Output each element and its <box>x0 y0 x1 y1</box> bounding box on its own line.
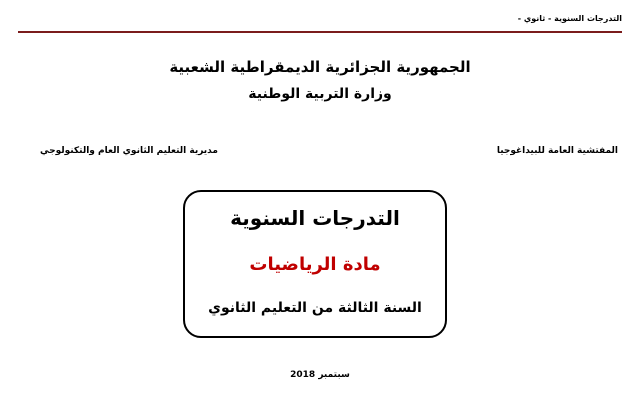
school-level: السنة الثالثة من التعليم الثانوي <box>208 300 422 316</box>
publication-date: سبتمبر 2018 <box>290 370 350 380</box>
inspectorate-name: المفتشية العامة للبيداغوجيا <box>496 146 618 156</box>
document-title: التدرجات السنوية <box>230 206 400 230</box>
title-box <box>183 190 447 338</box>
header-rule <box>18 31 622 33</box>
ministry-name: وزارة التربية الوطنية <box>248 86 392 102</box>
directorate-name: مديرية التعليم الثانوي العام والتكنولوجي <box>40 146 218 156</box>
republic-name: الجمهورية الجزائرية الديمقراطية الشعبية <box>169 58 471 76</box>
running-header: التدرجات السنوية - ثانوي - <box>517 14 622 23</box>
subject-title: مادة الرياضيات <box>249 254 381 275</box>
